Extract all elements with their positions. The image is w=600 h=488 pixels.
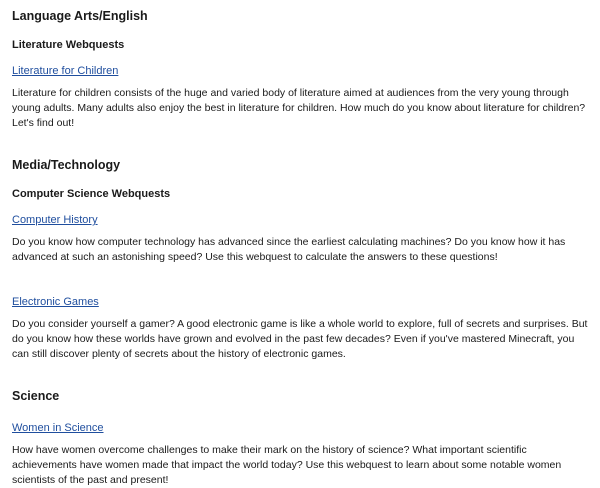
section-science bbox=[12, 388, 588, 488]
section-title-science: Science bbox=[12, 389, 60, 403]
subsection-title-computer-science-webquests: Computer Science Webquests bbox=[12, 188, 171, 200]
description-electronic-games: Do you consider yourself a gamer? A good electronic game is like a whole world to explore, full of secrets and surprises. But do you know how these worlds have grown and evolved in the past few decades? Even if you've mastered Minecraft, you can still discover plenty of secrets about the history of electronic games. bbox=[12, 318, 588, 360]
link-women-in-science[interactable]: Women in Science bbox=[12, 422, 104, 434]
section-media-technology bbox=[12, 157, 588, 362]
subsection-title-literature-webquests: Literature Webquests bbox=[12, 39, 125, 51]
description-literature-for-children: Literature for children consists of the huge and varied body of literature aimed at audiences from the very young through young adults. Many adults also enjoy the best in literature for children. How much do you know about literature for children? Let's find out! bbox=[12, 87, 586, 129]
section-language-arts bbox=[12, 8, 588, 131]
link-computer-history[interactable]: Computer History bbox=[12, 214, 98, 226]
section-title-media-technology: Media/Technology bbox=[12, 158, 121, 172]
description-women-in-science: How have women overcome challenges to make their mark on the history of science? What important scientific achievements have women made that impact the world today? Use this webquest to learn about some notable women scientists of the past and present! bbox=[12, 444, 562, 486]
description-computer-history: Do you know how computer technology has advanced since the earliest calculating machines? Do you know how it has advanced at such an astonishing speed? Use this webquest to calculate the answers to these questions! bbox=[12, 236, 566, 263]
link-electronic-games[interactable]: Electronic Games bbox=[12, 296, 99, 308]
section-title-language-arts: Language Arts/English bbox=[12, 9, 148, 23]
link-literature-for-children[interactable]: Literature for Children bbox=[12, 65, 119, 77]
